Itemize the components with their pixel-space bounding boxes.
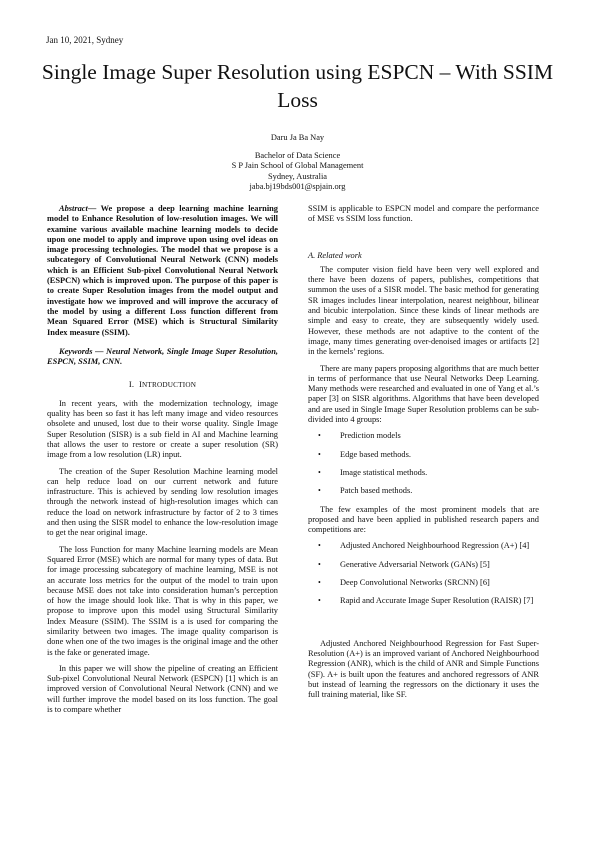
bullet-icon: •: [318, 578, 321, 588]
left-column: [47, 204, 278, 721]
list-item: • Deep Convolutional Networks (SRCNN) [6]: [318, 578, 490, 588]
related-paragraph-1: The computer vision field have been very well explored and there have been dozens of papers, publishes, competitions that summon the uses of a SISR model. The basic method for generating SR images includes linear interpolation, nearest neighbour, bilinear and bicubic interpolation. Since these kinds of linear methods are simple and easy to create, they are subsequently widely used. However, these methods are not adaptive to the content of the image, many times generating over-denoised images or artifacts [2] in the kernels’ regions.: [308, 264, 539, 357]
list-item: • Adjusted Anchored Neighbourhood Regression (A+) [4]: [318, 541, 530, 551]
abstract: [47, 204, 278, 338]
list-item: • Prediction models: [318, 431, 401, 441]
keywords-text: Neural Network, Single Image Super Resolution, ESPCN, SSIM, CNN.: [47, 346, 278, 367]
section-heading-introduction: [47, 379, 278, 390]
intro-continuation: SSIM is applicable to ESPCN model and compare the performance of MSE vs SSIM loss function.: [308, 204, 539, 224]
author-email: jaba.bj19bds001@spjain.org: [249, 182, 346, 192]
author-location: Sydney, Australia: [267, 171, 327, 181]
author-name: Daru Ja Ba Nay: [270, 133, 325, 142]
spacer: [308, 615, 539, 639]
abstract-lead: Abstract: [59, 204, 88, 213]
related-paragraph-2: There are many papers proposing algorithms that are much better in terms of performance that use Neural Networks Deep Learning. Many methods were researched and evaluated in one of Yang et al.’s paper [3] on SISR algorithms. Algorithms that have been developed and are used in Single Image Super Resolution problems can be sub-divided into 4 groups:: [308, 363, 539, 425]
related-paragraph-3: The few examples of the most prominent models that are proposed and have been applied in published research papers and competitions are:: [308, 504, 539, 535]
related-paragraph-4: Adjusted Anchored Neighbourhood Regression for Fast Super-Resolution (A+) is an improved variant of Anchored Neighbourhood Regression (ANR), which is the child of ANR and Simple Functions (SF). A+ is built upon the features and anchored regressors of ANR but instead of learning the regressors on the dictionary it uses the full training material, like SF.: [308, 638, 539, 700]
intro-paragraph-2: The creation of the Super Resolution Machine learning model can help reduce load on our current network and future infrastructure. This is achieved by sending low resolution images through the network instead of high-resolution images which can reduce the load on network infrastructure by factor of 2 to 3 times and then using the SISR model to enhance the low-resolution image to get the near original image.: [47, 466, 278, 538]
list-item: • Image statistical methods.: [318, 467, 428, 477]
algorithm-groups-list: [308, 431, 539, 496]
bullet-icon: •: [318, 486, 321, 496]
bullet-icon: •: [318, 431, 321, 441]
bullet-icon: •: [318, 596, 321, 606]
subsection-heading-related-work: A. Related work: [308, 250, 362, 260]
section-rest: NTRODUCTION: [142, 381, 197, 390]
bullet-icon: •: [318, 449, 321, 459]
list-item: • Generative Adversarial Network (GANs) [5]: [318, 559, 490, 569]
bullet-icon: •: [318, 541, 321, 551]
intro-paragraph-1: In recent years, with the modernization technology, image quality has been so fast it has left many image and video resources obsolete and unused, lost due to their worse quality. Single Image Super Resolution (SISR) is a sub field in AI and Machine learning that allows the user to restore or create a super resolution (SR) image from a low resolution (LR) input.: [47, 398, 278, 460]
keywords-lead: Keywords —: [59, 346, 107, 356]
bullet-icon: •: [318, 467, 321, 477]
abstract-text: We propose a deep learning machine learning model to Enhance Resolution of low-resolution images. We will examine various available machine learning models to decide upon one model to apply and improve upon using ovel ideas on image processing technologies. The model that we propose is a subcategory of Convolutional Neural Network (CNN) models which is an Efficient Sub-pixel Convolutional Neural Network (ESPCN) which is improved upon. The purpose of this paper is to create Super Resolution images from the model output and investigate how we improved and will improve the accuracy of the model by using a different Loss function different from Mean Squared Error (MSE) which is Structural Similarity Index measure (SSIM).: [47, 204, 278, 337]
section-first-letter: I: [138, 379, 143, 390]
prominent-models-list: [308, 541, 539, 606]
intro-paragraph-3: The loss Function for many Machine learning models are Mean Squared Error (MSE) which are normal for many types of data. But for image processing subcategory of machine learning, MSE is not an accurate loss metrics for the output of the model to train upon because MSE does not take into consideration human’s perception of how the image should look like. That is why in this paper, we propose to improve upon this model using Structural Similarity Index Measure (SSIM). The SSIM is a is used for comparing the similarity between two images. The image quality comparison is done when one of the two images is the original image and the other is the fake or generated image.: [47, 544, 278, 657]
author-block: [40, 133, 555, 193]
author-school: S P Jain School of Global Management: [231, 161, 364, 171]
list-item: • Patch based methods.: [318, 486, 413, 496]
list-item: • Edge based methods.: [318, 449, 411, 459]
right-column: [308, 204, 539, 706]
intro-paragraph-4: In this paper we will show the pipeline of creating an Efficient Sub-pixel Convolutional Neural Network (ESPCN) [1] which is an improved version of Convolutional Neural Network (CNN) and we will further improve the model based on its loss function. The goal is to compare whether: [47, 663, 278, 715]
list-item: • Rapid and Accurate Image Super Resolution (RAISR) [7]: [318, 596, 534, 606]
abstract-dash: —: [87, 204, 101, 213]
section-number: I.: [128, 379, 135, 390]
author-degree: Bachelor of Data Science: [254, 150, 341, 160]
keywords: [47, 347, 278, 368]
header-date: Jan 10, 2021, Sydney: [46, 35, 124, 45]
bullet-icon: •: [318, 559, 321, 569]
paper-title: Single Image Super Resolution using ESPCN – With SSIM Loss: [41, 60, 554, 112]
